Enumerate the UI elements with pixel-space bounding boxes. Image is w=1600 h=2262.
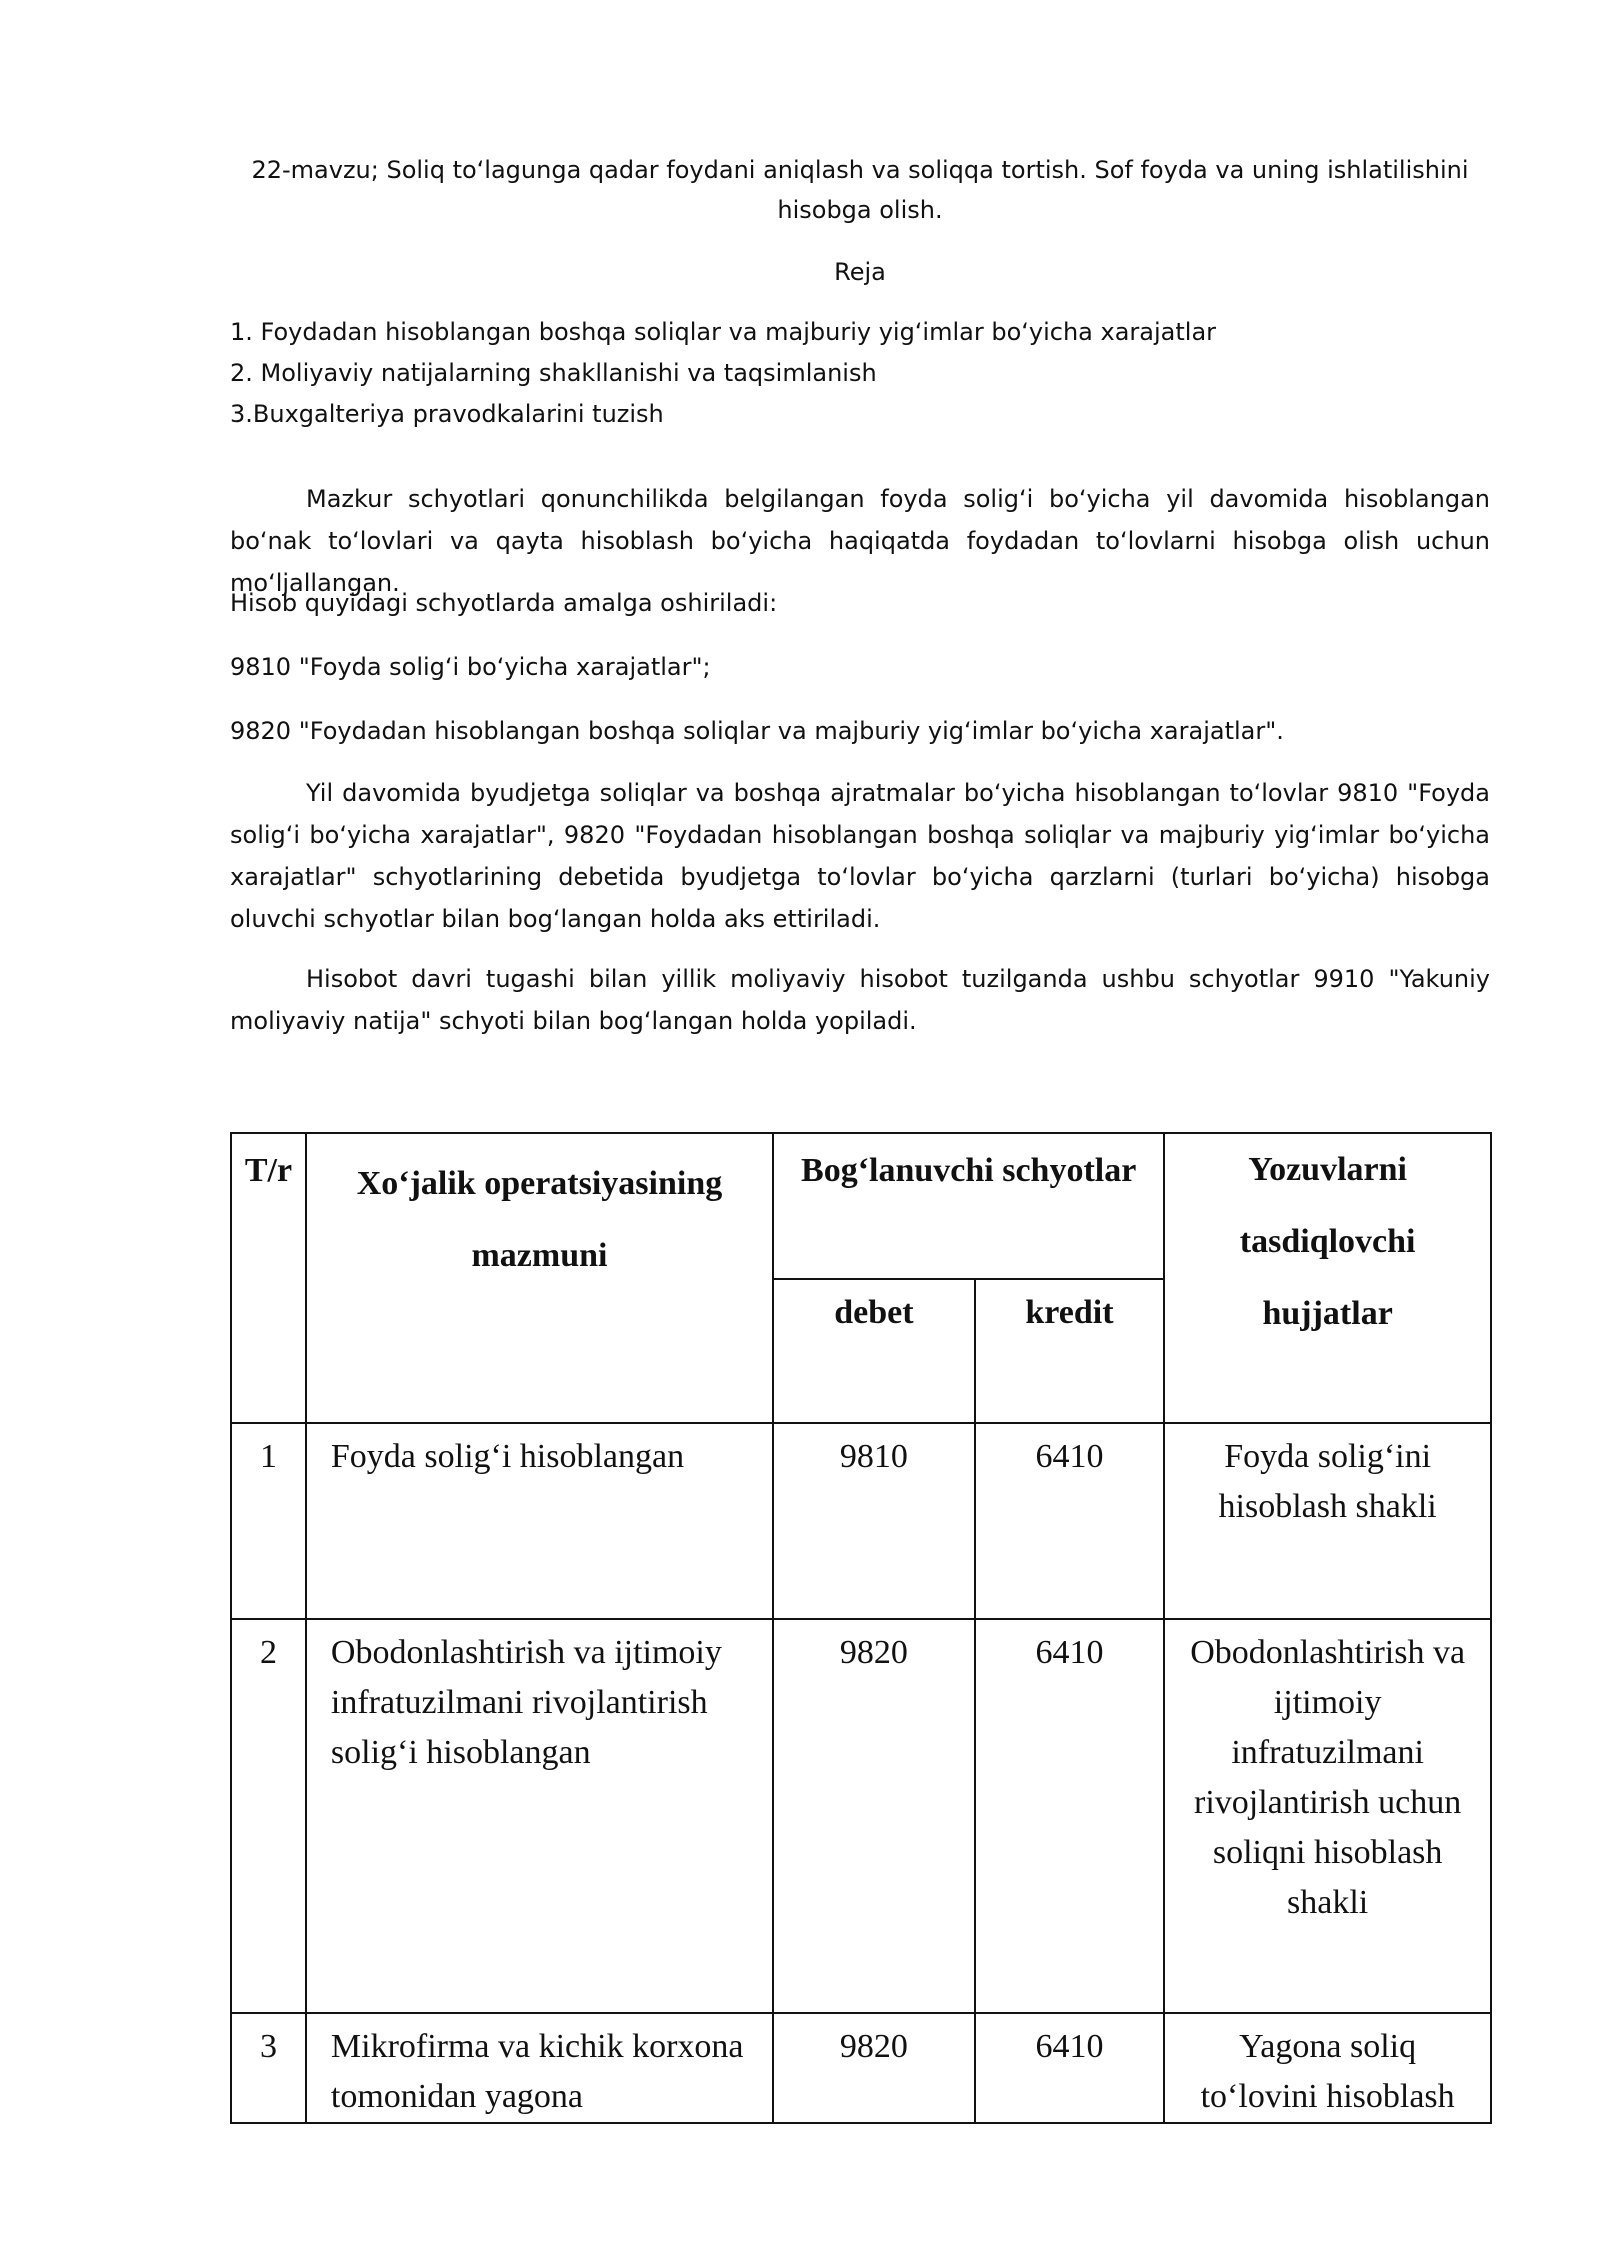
row-documents: Yagona soliq to‘lovini hisoblash (1164, 2013, 1491, 2123)
header-content: Xo‘jalik operatsiyasining mazmuni (306, 1133, 773, 1423)
row-documents: Foyda solig‘ini hisoblash shakli (1164, 1423, 1491, 1619)
row-content: Mikrofirma va kichik korxona tomonidan yagona (306, 2013, 773, 2123)
row-credit: 6410 (975, 1619, 1165, 2013)
table-row (231, 1423, 1491, 1619)
table-row (231, 2013, 1491, 2123)
header-linked-accounts: Bog‘lanuvchi schyotlar (773, 1133, 1164, 1279)
paragraph-accounts-intro: Hisob quyidagi schyotlarda amalga oshiriladi: (230, 589, 778, 617)
row-content: Foyda solig‘i hisoblangan (306, 1423, 773, 1619)
plan-item: 2. Moliyaviy natijalarning shakllanishi va taqsimlanish (230, 359, 877, 387)
plan-item: 1. Foydadan hisoblangan boshqa soliqlar va majburiy yig‘imlar bo‘yicha xarajatlar (230, 318, 1217, 346)
row-credit: 6410 (975, 1423, 1165, 1619)
plan-title: Reja (834, 258, 886, 286)
paragraph-closing: Hisobot davri tugashi bilan yillik moliyaviy hisobot tuzilganda ushbu schyotlar 9910 "Yakuniy moliyaviy natija" schyoti bilan bog‘langan holda yopiladi. (230, 965, 1490, 1035)
plan-item: 3.Buxgalteriya pravodkalarini tuzish (230, 400, 664, 428)
row-content: Obodonlashtirish va ijtimoiy infratuzilmani rivojlantirish solig‘i hisoblangan (306, 1619, 773, 2013)
table-row (231, 1619, 1491, 2013)
row-credit: 6410 (975, 2013, 1165, 2123)
row-debit: 9820 (773, 2013, 975, 2123)
heading-line-1: 22-mavzu; Soliq to‘lagunga qadar foydani aniqlash va soliqqa tortish. Sof foyda va uning ishlatilishini (251, 156, 1469, 184)
paragraph-yearly-payments: Yil davomida byudjetga soliqlar va boshqa ajratmalar bo‘yicha hisoblangan to‘lovlar 9810 "Foyda solig‘i bo‘yicha xarajatlar", 9820 "Foydadan hisoblangan boshqa soliqlar va majburiy yig‘imlar bo‘yicha xarajatlar" schyotlarining debetida byudjetga to‘lovlar bo‘yicha qarzlarni (turlari bo‘yicha) hisobga oluvchi schyotlar bilan bog‘langan holda aks ettiriladi. (230, 779, 1490, 933)
operations-table (230, 1132, 1492, 2124)
header-number: T/r (231, 1133, 306, 1423)
paragraph-purpose: Mazkur schyotlari qonunchilikda belgilangan foyda solig‘i bo‘yicha yil davomida hisoblangan bo‘nak to‘lovlari va qayta hisoblash bo‘yicha haqiqatda foydadan to‘lovlarni hisobga olish uchun mo‘ljallangan. (230, 485, 1490, 597)
row-number: 1 (231, 1423, 306, 1619)
header-documents: Yozuvlarni tasdiqlovchi hujjatlar (1164, 1133, 1491, 1423)
header-debit: debet (773, 1279, 975, 1423)
heading-line-2: hisobga olish. (777, 196, 943, 224)
row-number: 3 (231, 2013, 306, 2123)
row-number: 2 (231, 1619, 306, 2013)
header-credit: kredit (975, 1279, 1165, 1423)
plan-list (230, 312, 1490, 435)
table-header-row (231, 1133, 1491, 1279)
document-heading (230, 150, 1490, 230)
row-debit: 9820 (773, 1619, 975, 2013)
paragraph-account-9820: 9820 "Foydadan hisoblangan boshqa soliqlar va majburiy yig‘imlar bo‘yicha xarajatlar". (230, 717, 1284, 745)
row-documents: Obodonlashtirish va ijtimoiy infratuzilmani rivojlantirish uchun soliqni hisoblash shakli (1164, 1619, 1491, 2013)
row-debit: 9810 (773, 1423, 975, 1619)
paragraph-account-9810: 9810 "Foyda solig‘i bo‘yicha xarajatlar"; (230, 653, 711, 681)
